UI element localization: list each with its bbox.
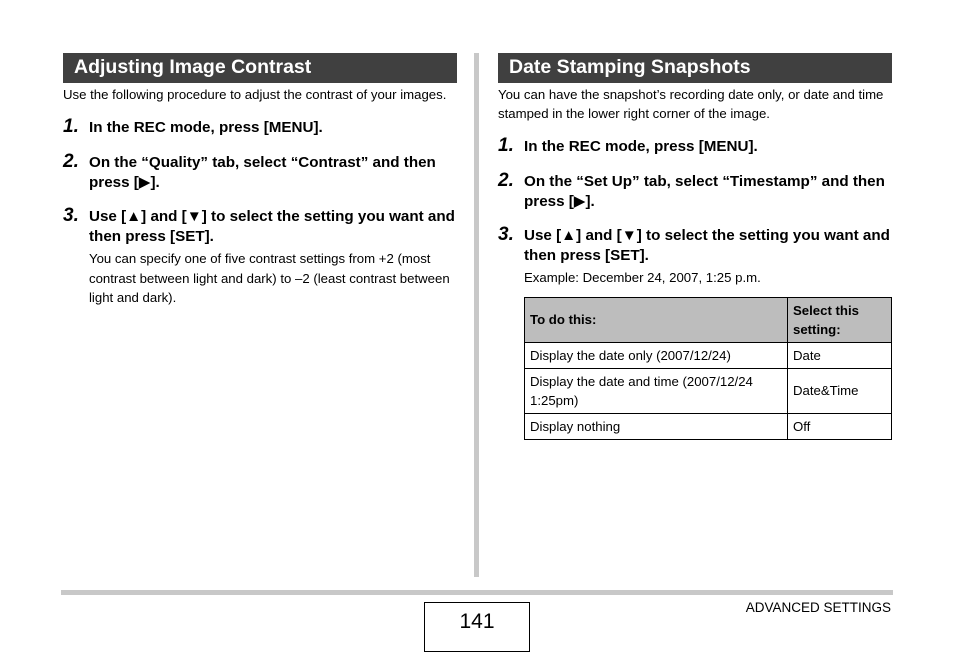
right-column <box>498 53 892 440</box>
table-row <box>525 413 892 439</box>
step-text: In the REC mode, press [MENU]. <box>524 138 758 155</box>
footer-rule <box>61 590 893 595</box>
table-cell: Display the date only (2007/12/24) <box>525 342 788 368</box>
step-number: 3. <box>498 224 514 245</box>
step-2 <box>63 153 457 193</box>
table-row <box>525 368 892 413</box>
section-header-contrast: Adjusting Image Contrast <box>63 53 457 83</box>
step-number: 1. <box>63 116 79 137</box>
left-column <box>63 53 457 308</box>
table-cell: Date&Time <box>788 368 892 413</box>
step-3 <box>63 207 457 308</box>
section-label: ADVANCED SETTINGS <box>745 600 891 615</box>
step-number: 1. <box>498 135 514 156</box>
step-number: 2. <box>498 170 514 191</box>
step-number: 2. <box>63 151 79 172</box>
section-header-date-stamp: Date Stamping Snapshots <box>498 53 892 83</box>
step-1 <box>63 118 457 138</box>
step-2 <box>498 172 892 212</box>
step-text: On the “Set Up” tab, select “Timestamp” and then press [▶]. <box>524 173 885 210</box>
table-cell: Off <box>788 413 892 439</box>
step-note: Example: December 24, 2007, 1:25 p.m. <box>524 270 761 285</box>
step-text: In the REC mode, press [MENU]. <box>89 119 323 136</box>
table-cell: Display nothing <box>525 413 788 439</box>
step-text: Use [▲] and [▼] to select the setting you want and then press [SET]. <box>524 227 890 264</box>
intro-text: Use the following procedure to adjust the contrast of your images. <box>63 87 447 102</box>
intro-text: You can have the snapshot’s recording date only, or date and time stamped in the lower right corner of the image. <box>498 87 884 121</box>
step-number: 3. <box>63 205 79 226</box>
step-text: Use [▲] and [▼] to select the setting you want and then press [SET]. <box>89 208 455 245</box>
table-row <box>525 342 892 368</box>
step-3 <box>498 226 892 288</box>
table-header-row <box>525 297 892 342</box>
table-header-cell: Select this setting: <box>788 297 892 342</box>
page-number: 141 <box>424 602 530 652</box>
step-text: On the “Quality” tab, select “Contrast” and then press [▶]. <box>89 154 436 191</box>
table-header-cell: To do this: <box>525 297 788 342</box>
step-1 <box>498 137 892 157</box>
table-cell: Display the date and time (2007/12/24 1:25pm) <box>525 368 788 413</box>
column-divider <box>474 53 479 577</box>
table-cell: Date <box>788 342 892 368</box>
timestamp-settings-table <box>524 297 892 440</box>
step-note: You can specify one of five contrast settings from +2 (most contrast between light and dark) to –2 (least contrast between light and dark). <box>89 251 450 305</box>
